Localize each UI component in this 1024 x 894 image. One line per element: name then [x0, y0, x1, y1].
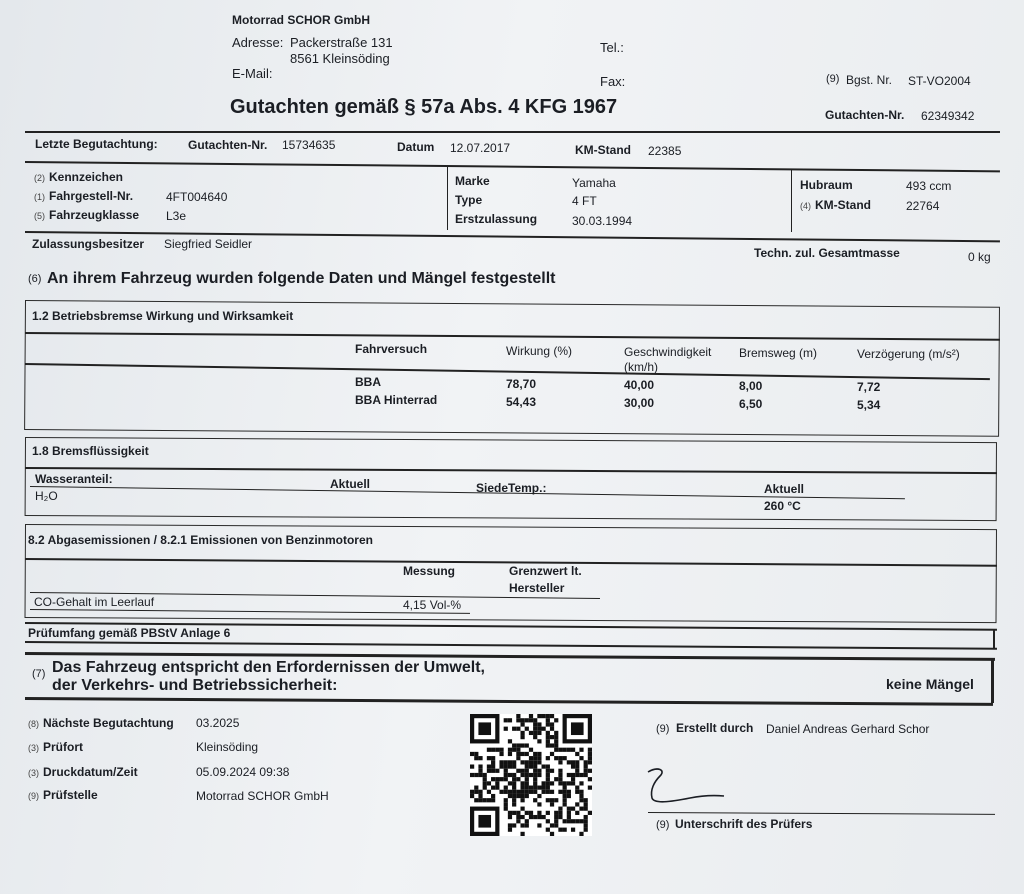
pruefort-num: (3): [28, 743, 39, 753]
pruefstelle-label: Prüfstelle: [43, 788, 98, 802]
brake-row2-speed: 30,00: [624, 396, 655, 410]
brake-header-wirkung: Wirkung (%): [506, 344, 573, 358]
divider: [25, 161, 1000, 172]
erstzul-label: Erstzulassung: [455, 212, 538, 226]
hubraum-value: 493 ccm: [906, 179, 952, 193]
wasser-label: Wasseranteil:: [35, 472, 113, 486]
fahrgestell-label: Fahrgestell-Nr.: [49, 189, 134, 203]
address-label: Adresse:: [232, 35, 284, 50]
klasse-num: (5): [34, 211, 45, 221]
result-line1: Das Fahrzeug entspricht den Erfordernissen der Umwelt,: [52, 659, 485, 676]
km-value: 22764: [906, 199, 940, 213]
last-gutachten-value: 15734635: [282, 138, 336, 152]
signature-line: [648, 812, 995, 815]
last-inspection-label: Letzte Begutachtung:: [35, 137, 158, 151]
unterschrift-num: (9): [656, 819, 670, 831]
brake-row2-wirkung: 54,43: [506, 395, 537, 409]
masse-value: 0 kg: [968, 250, 991, 264]
last-datum-label: Datum: [397, 140, 435, 154]
findings-title: An ihrem Fahrzeug wurden folgende Daten und Mängel festgestellt: [47, 270, 556, 287]
brake-header-bremsweg: Bremsweg (m): [739, 346, 818, 360]
hubraum-label: Hubraum: [800, 178, 853, 192]
fluid-title: 1.8 Bremsflüssigkeit: [32, 444, 149, 458]
co-value: 4,15 Vol-%: [403, 598, 462, 612]
naechste-value: 03.2025: [196, 716, 240, 730]
siede-label: SiedeTemp.:: [476, 481, 547, 495]
last-gutachten-label: Gutachten-Nr.: [188, 138, 268, 152]
last-datum-value: 12.07.2017: [450, 141, 511, 155]
signature: [640, 762, 730, 812]
bgst-value: ST-VO2004: [908, 74, 971, 88]
besitzer-value: Siegfried Seidler: [164, 237, 253, 251]
pruefstelle-value: Motorrad SCHOR GmbH: [196, 789, 329, 803]
brake-header-verzoegerung: Verzögerung (m/s²): [857, 347, 960, 361]
gutachten-label: Gutachten-Nr.: [825, 108, 905, 122]
siede-value: 260 °C: [764, 499, 801, 513]
divider: [993, 630, 995, 648]
bgst-label: Bgst. Nr.: [846, 73, 893, 87]
divider: [447, 167, 448, 230]
naechste-num: (8): [28, 719, 39, 729]
type-label: Type: [455, 193, 483, 207]
kennzeichen-num: (2): [34, 173, 45, 183]
last-km-value: 22385: [648, 144, 682, 158]
besitzer-label: Zulassungsbesitzer: [32, 237, 145, 251]
druck-value: 05.09.2024 09:38: [196, 765, 290, 779]
qr-code: [470, 714, 592, 836]
gutachten-value: 62349342: [921, 109, 975, 123]
druck-label: Druckdatum/Zeit: [43, 765, 138, 779]
address-line1: Packerstraße 131: [290, 35, 393, 50]
messung-label: Messung: [403, 564, 456, 578]
km-label: KM-Stand: [815, 198, 871, 212]
brake-row1-weg: 8,00: [739, 379, 763, 393]
naechste-label: Nächste Begutachtung: [43, 716, 174, 730]
brake-row1-name: BBA: [355, 375, 381, 389]
brake-row1-speed: 40,00: [624, 378, 655, 392]
pruefstelle-num: (9): [28, 791, 39, 801]
brake-header-fahrversuch: Fahrversuch: [355, 342, 428, 356]
fahrgestell-value: 4FT004640: [166, 190, 228, 204]
co-label: CO-Gehalt im Leerlauf: [34, 595, 155, 609]
type-value: 4 FT: [572, 194, 597, 208]
brake-header-geschwindigkeit: Geschwindigkeit: [624, 345, 712, 359]
pruefort-label: Prüfort: [43, 740, 83, 754]
brake-row2-weg: 6,50: [739, 397, 763, 411]
marke-value: Yamaha: [572, 176, 616, 190]
fluid-aktuell-1: Aktuell: [330, 477, 371, 491]
divider: [791, 170, 792, 232]
pruef-label: Prüfumfang gemäß PBStV Anlage 6: [28, 626, 231, 640]
result-verdict: keine Mängel: [886, 676, 974, 692]
brake-row2-name: BBA Hinterrad: [355, 393, 438, 407]
divider: [25, 697, 993, 705]
grenz-line2: Hersteller: [509, 581, 565, 595]
unterschrift-label: Unterschrift des Prüfers: [675, 817, 813, 831]
erstellt-label: Erstellt durch: [676, 721, 754, 735]
tel-label: Tel.:: [600, 40, 624, 55]
fax-label: Fax:: [600, 74, 626, 89]
divider: [25, 641, 997, 650]
bgst-num: (9): [826, 73, 840, 85]
divider: [991, 660, 994, 703]
findings-num: (6): [28, 273, 42, 285]
fluid-section: [25, 437, 997, 521]
brake-title: 1.2 Betriebsbremse Wirkung und Wirksamkeit: [32, 309, 294, 323]
marke-label: Marke: [455, 174, 490, 188]
result-line2: der Verkehrs- und Betriebssicherheit:: [52, 677, 338, 694]
erstellt-num: (9): [656, 723, 670, 735]
brake-header-kmh: (km/h): [624, 360, 658, 374]
fahrgestell-num: (1): [34, 192, 45, 202]
kennzeichen-label: Kennzeichen: [49, 170, 124, 184]
grenz-line1: Grenzwert lt.: [509, 564, 582, 578]
h2o-label: H₂O: [35, 489, 58, 503]
email-label: E-Mail:: [232, 66, 273, 81]
address-line2: 8561 Kleinsöding: [290, 51, 390, 66]
klasse-value: L3e: [166, 209, 187, 223]
erstellt-value: Daniel Andreas Gerhard Schor: [766, 722, 930, 736]
masse-label: Techn. zul. Gesamtmasse: [754, 246, 900, 260]
emission-title: 8.2 Abgasemissionen / 8.2.1 Emissionen von Benzinmotoren: [28, 533, 373, 547]
brake-row1-verz: 7,72: [857, 380, 881, 394]
klasse-label: Fahrzeugklasse: [49, 208, 140, 222]
erstzul-value: 30.03.1994: [572, 214, 633, 228]
brake-row1-wirkung: 78,70: [506, 377, 537, 391]
divider: [25, 131, 1000, 133]
pruefort-value: Kleinsöding: [196, 740, 259, 754]
report-title: Gutachten gemäß § 57a Abs. 4 KFG 1967: [230, 96, 618, 118]
company-name: Motorrad SCHOR GmbH: [232, 13, 370, 27]
fluid-aktuell-2: Aktuell: [764, 482, 805, 496]
brake-row2-verz: 5,34: [857, 398, 881, 412]
result-num: (7): [32, 668, 46, 680]
druck-num: (3): [28, 768, 39, 778]
last-km-label: KM-Stand: [575, 143, 631, 157]
km-num: (4): [800, 201, 811, 211]
